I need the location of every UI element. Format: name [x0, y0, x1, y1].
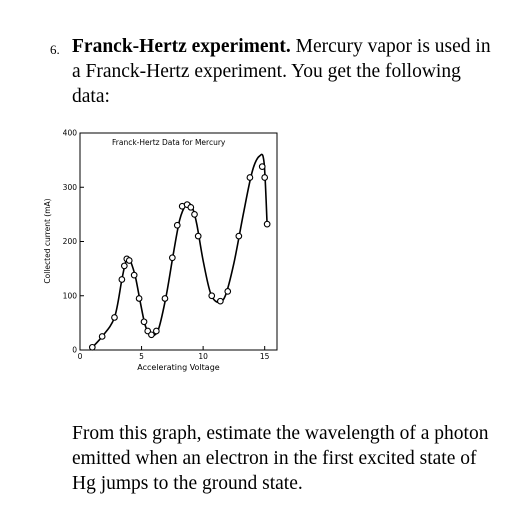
data-point — [154, 328, 160, 334]
data-point — [195, 233, 201, 239]
data-point — [259, 164, 265, 170]
data-point — [264, 221, 270, 227]
data-point — [192, 212, 198, 218]
data-point — [236, 233, 242, 239]
problem-intro: Mercury vapor is used in a Franck-Hertz experiment. You get the following data: — [72, 36, 491, 107]
question-text: From this graph, estimate the wavelength of a photon emitted when an electron in the first excited state of Hg jumps to the ground state. — [72, 423, 489, 494]
data-point — [122, 263, 128, 269]
axis-ticks — [80, 133, 265, 350]
data-point — [162, 296, 168, 302]
data-point — [90, 344, 96, 350]
y-axis-label: Collected current (mA) — [43, 198, 52, 284]
data-point — [188, 205, 194, 211]
x-tick-label: 5 — [139, 352, 144, 361]
data-curve — [92, 154, 267, 347]
data-point — [119, 277, 125, 283]
data-point — [112, 315, 118, 321]
y-tick-label: 300 — [62, 182, 77, 192]
data-point — [141, 319, 147, 325]
data-point — [225, 289, 231, 295]
y-tick-label: 0 — [72, 345, 77, 355]
data-points — [90, 164, 270, 350]
plot-frame — [80, 133, 277, 350]
data-point — [262, 175, 268, 181]
data-point — [247, 175, 253, 181]
data-point — [136, 296, 142, 302]
x-tick-label: 10 — [198, 352, 208, 361]
data-point — [99, 334, 105, 340]
y-tick-label: 400 — [62, 128, 77, 138]
y-tick-label: 100 — [62, 291, 77, 301]
data-point — [170, 255, 176, 261]
data-point — [126, 258, 132, 264]
data-point — [174, 222, 180, 228]
data-point — [209, 293, 215, 299]
problem-title: Franck-Hertz experiment. — [72, 36, 291, 57]
problem-number: 6. — [50, 42, 60, 57]
y-tick-label: 200 — [62, 237, 77, 246]
x-tick-label: 0 — [77, 352, 83, 361]
chart-title: Franck-Hertz Data for Mercury — [112, 138, 226, 147]
data-point — [218, 298, 224, 304]
x-axis-label: Accelerating Voltage — [137, 363, 220, 372]
data-point — [149, 332, 155, 338]
x-tick-label: 15 — [259, 352, 270, 361]
data-point — [131, 272, 137, 278]
axis-tick-labels — [63, 129, 270, 362]
